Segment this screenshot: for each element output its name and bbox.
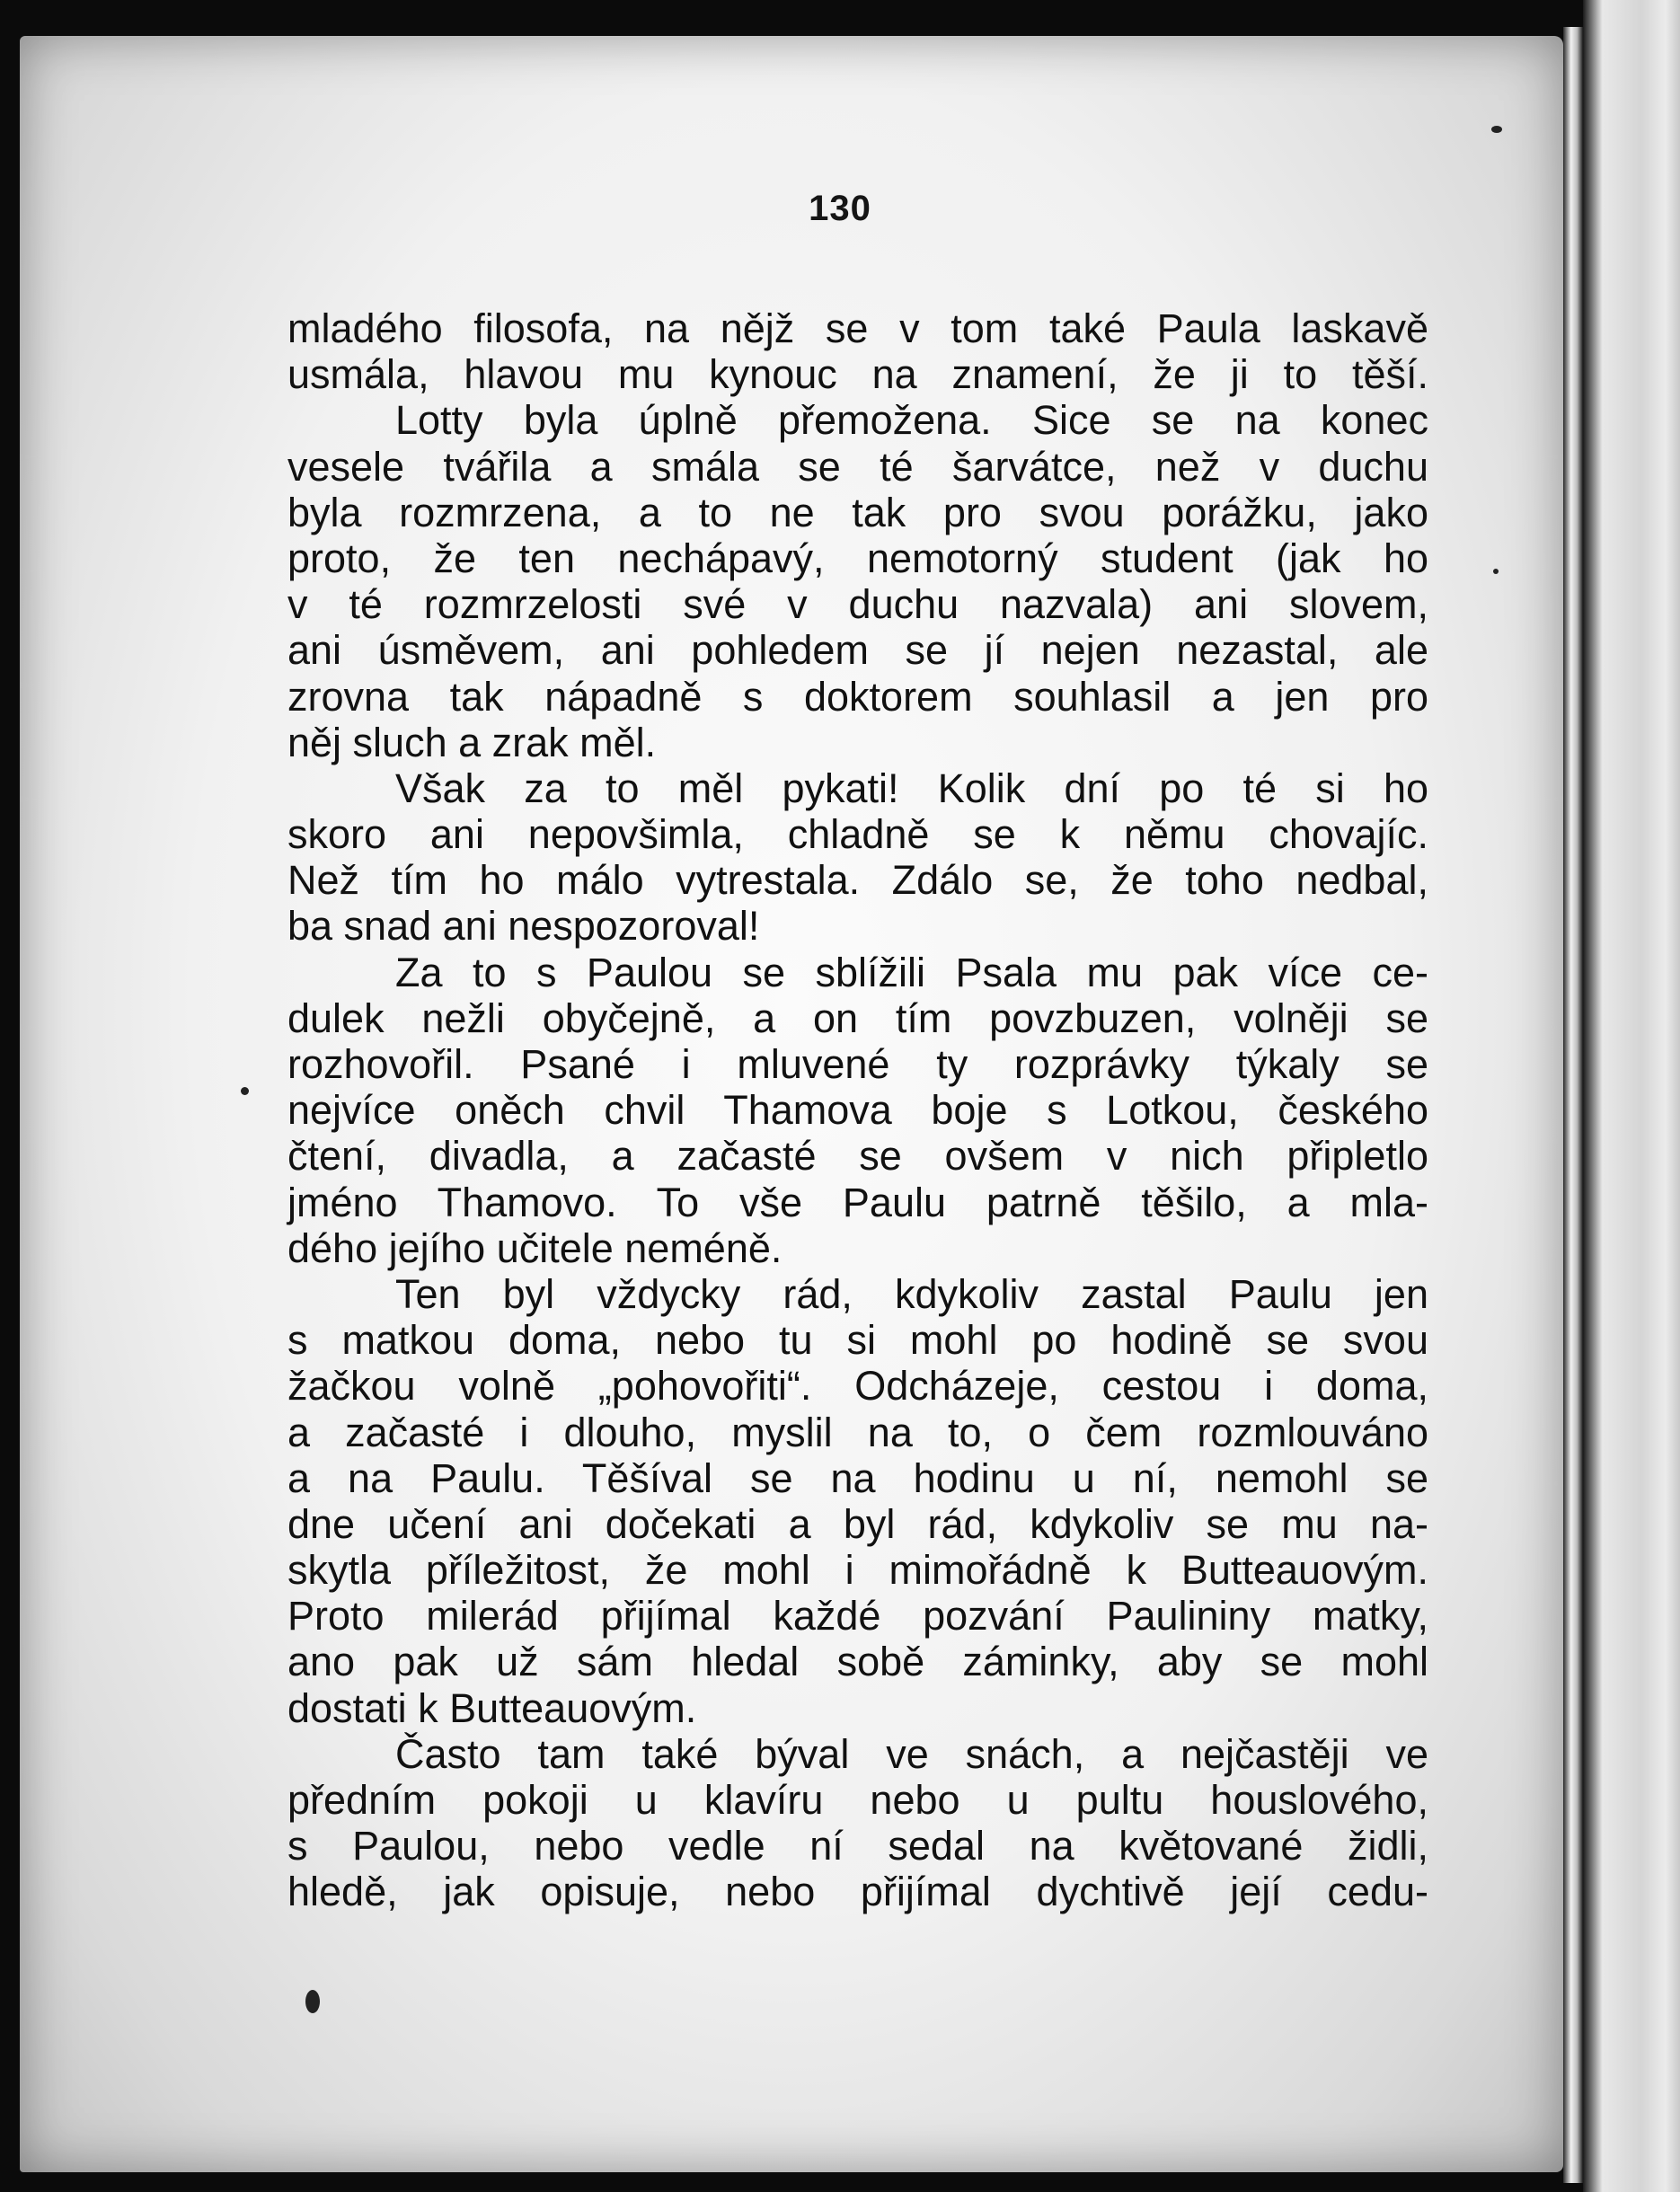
text-line: a na Paulu. Těšíval se na hodinu u ní, nemohl se — [287, 1454, 1428, 1501]
text-line: jméno Thamovo. To vše Paulu patrně těšilo, a mla- — [287, 1179, 1428, 1225]
text-line: ano pak už sám hledal sobě záminky, aby se mohl — [287, 1639, 1428, 1685]
text-line: Často tam také býval ve snách, a nejčastěji ve — [395, 1730, 1428, 1777]
ink-speck — [1491, 126, 1502, 133]
text-line: ba snad ani nespozoroval! — [287, 903, 760, 950]
text-line: skoro ani nepovšimla, chladně se k němu chovajíc. — [287, 811, 1428, 858]
text-line: vesele tvářila a smála se té šarvátce, než v duchu — [287, 443, 1428, 490]
text-line: něj sluch a zrak měl. — [287, 719, 657, 765]
text-line: rozhovořil. Psané i mluvené ty rozprávky týkaly se — [287, 1041, 1428, 1087]
text-line: Lotty byla úplně přemožena. Sice se na konec — [395, 397, 1428, 444]
text-line: nejvíce oněch chvil Thamova boje s Lotkou, českého — [287, 1087, 1428, 1134]
text-line: proto, že ten nechápavý, nemotorný student (jak ho — [287, 535, 1428, 581]
text-line: čtení, divadla, a začasté se ovšem v nich připletlo — [287, 1133, 1428, 1180]
text-line: dostati k Butteauovým. — [287, 1684, 697, 1731]
text-line: Proto milerád přijímal každé pozvání Paulininy matky, — [287, 1593, 1428, 1640]
text-line: s matkou doma, nebo tu si mohl po hodině se svou — [287, 1317, 1428, 1364]
text-line: dulek nežli obyčejně, a on tím povzbuzen, volněji se — [287, 994, 1428, 1041]
text-line: dne učení ani dočekati a byl rád, kdykoliv se mu na- — [287, 1500, 1428, 1547]
text-line: s Paulou, nebo vedle ní sedal na květované židli, — [287, 1823, 1428, 1869]
page-number: 130 — [809, 189, 871, 228]
ink-speck — [1493, 569, 1499, 574]
text-line: ani úsměvem, ani pohledem se jí nejen nezastal, ale — [287, 627, 1428, 674]
text-line: v té rozmrzelosti své v duchu nazvala) ani slovem, — [287, 581, 1428, 628]
text-line: žačkou volně „pohovořiti“. Odcházeje, cestou i doma, — [287, 1363, 1428, 1410]
text-line: hledě, jak opisuje, nebo přijímal dychtivě její cedu- — [287, 1869, 1428, 1915]
page-edge — [1563, 27, 1583, 2183]
text-line: skytla příležitost, že mohl i mimořádně k Butteauovým. — [287, 1547, 1428, 1594]
text-line: mladého filosofa, na nějž se v tom také Paula laskavě — [287, 305, 1428, 351]
next-page-edge — [1583, 0, 1680, 2192]
text-line: byla rozmrzena, a to ne tak pro svou porážku, jako — [287, 489, 1428, 535]
text-line: zrovna tak nápadně s doktorem souhlasil a jen pro — [287, 673, 1428, 720]
text-line: Než tím ho málo vytrestala. Zdálo se, že toho nedbal, — [287, 857, 1428, 904]
text-line: a začasté i dlouho, myslil na to, o čem rozmlouváno — [287, 1409, 1428, 1455]
text-line: předním pokoji u klavíru nebo u pultu houslového, — [287, 1777, 1428, 1823]
ink-speck — [305, 1990, 320, 2013]
text-line: Však za to měl pykati! Kolik dní po té si ho — [395, 765, 1428, 811]
text-line: dého jejího učitele neméně. — [287, 1224, 783, 1271]
text-line: usmála, hlavou mu kynouc na znamení, že ji to těší. — [287, 351, 1428, 398]
text-line: Za to s Paulou se sblížili Psala mu pak více ce- — [395, 949, 1428, 995]
ink-speck — [241, 1087, 249, 1095]
text-line: Ten byl vždycky rád, kdykoliv zastal Paulu jen — [395, 1270, 1428, 1317]
body-text — [287, 305, 1428, 1915]
